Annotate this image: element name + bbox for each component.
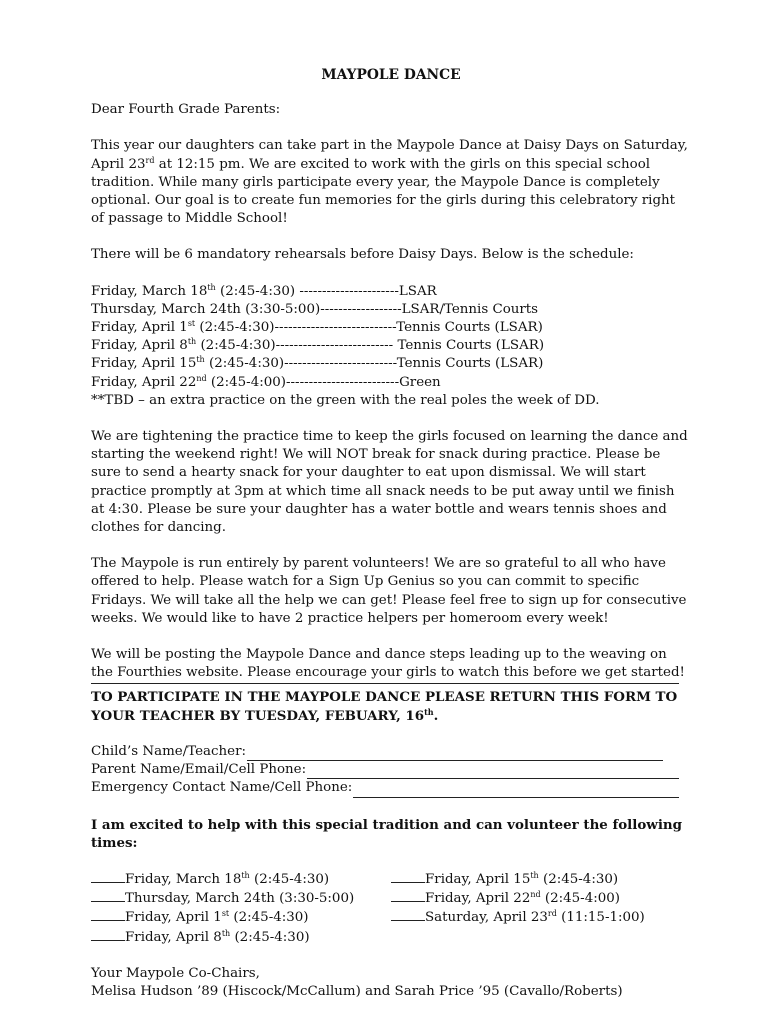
schedule-intro: There will be 6 mandatory rehearsals before Daisy Days. Below is the schedule: [91,247,634,263]
schedule-item-detail: (2:45-4:30)---------------------------Tennis Courts (LSAR) [195,320,543,336]
emergency-contact-line[interactable] [353,783,679,798]
child-name-line[interactable] [247,746,663,761]
schedule-item [91,301,691,319]
volunteer-heading: I am excited to help with this special tradition and can volunteer the following times: [91,816,682,851]
form-heading [91,688,691,724]
practice-paragraph: We are tightening the practice time to keep the girls focused on learning the dance and starting the weekend right! We will NOT break for snack during practice. Please be sure to send a hearty snack for your daughter to eat upon dismissal. We will start practice promptly at 3pm at which time all snack needs to be put away until we finish at 4:30. Please be sure your daughter has a water bottle and wears tennis shoes and clothes for dancing. [91,429,688,536]
signup-blank[interactable] [391,889,425,902]
signup-blank[interactable] [391,870,425,883]
parent-info-label: Parent Name/Email/Cell Phone: [91,762,307,778]
intro-text-1: This year our daughters can take part in the Maypole Dance at Daisy Days on Saturday, April 23 [91,138,688,172]
schedule-item-detail: (2:45-4:30)-------------------------Tennis Courts (LSAR) [204,356,544,372]
volunteers-paragraph: The Maypole is run entirely by parent volunteers! We are so grateful to all who have offered to help. Please watch for a Sign Up Genius so you can commit to specific Fridays. We will take all the help we can get! Please feel free to sign up for consecutive weeks. We would like to have 2 practice helpers per homeroom every week! [91,556,687,626]
schedule-item-text: Thursday, March 24th (3:30-5:00)------------------LSAR/Tennis Courts [91,301,539,317]
divider [91,683,679,684]
schedule-item-text: Friday, April 1 [91,320,188,336]
schedule-item-sup: th [187,337,197,347]
option-time: (2:45-4:30) [249,871,330,887]
letter [91,66,691,1001]
form-heading-end: . [433,707,439,724]
signup-blank[interactable] [91,928,125,941]
option-time: (11:15-1:00) [556,910,645,926]
schedule-item-text: Friday, April 22 [91,374,197,390]
schedule-list [91,283,691,410]
signup-blank[interactable] [91,889,125,902]
schedule-item [91,283,691,301]
volunteer-option[interactable] [91,889,391,908]
option-time: (2:45-4:30) [230,929,310,945]
volunteer-option[interactable] [391,889,691,908]
schedule-item-detail: (2:45-4:30)-------------------------- Tennis Courts (LSAR) [196,338,545,354]
option-text: Friday, April 8 [125,929,222,945]
option-text: Friday, April 22 [425,891,531,907]
website-paragraph: We will be posting the Maypole Dance and dance steps leading up to the weaving on the Fourthies website. Please encourage your girls to watch this before we get started! [91,647,685,681]
volunteer-option[interactable] [91,908,391,927]
schedule-item-sup: th [196,355,205,365]
salutation: Dear Fourth Grade Parents: [91,102,281,118]
intro-sup: rd [145,155,155,165]
closing: Your Maypole Co-Chairs, [91,965,260,981]
option-time: (2:45-4:00) [540,891,620,907]
volunteer-option[interactable] [391,870,691,889]
emergency-contact-field[interactable] [91,779,679,797]
option-text: Friday, April 15 [425,871,531,887]
option-sup: st [221,909,230,919]
schedule-item [91,355,691,373]
parent-info-line[interactable] [307,764,679,779]
schedule-item-text: Friday, April 8 [91,338,188,354]
schedule-item-sup: nd [196,373,207,383]
option-text: Saturday, April 23 [425,910,548,926]
volunteer-times-left [91,870,391,947]
volunteer-option[interactable] [391,908,691,927]
signup-blank[interactable] [91,908,125,921]
schedule-item [91,319,691,337]
schedule-item-text: Friday, April 15 [91,356,197,372]
form-heading-sup: th [424,706,434,717]
signup-blank[interactable] [91,870,125,883]
option-sup: th [241,870,250,880]
option-time: (2:45-4:30) [229,910,309,926]
volunteer-times [91,870,691,947]
parent-info-field[interactable] [91,761,679,779]
schedule-item [91,374,691,392]
child-name-label: Child’s Name/Teacher: [91,743,246,759]
option-sup: th [530,870,539,880]
child-name-field[interactable] [91,743,663,761]
schedule-item-sup: th [207,282,216,292]
schedule-item-sup: st [187,319,196,329]
signup-blank[interactable] [391,908,425,921]
schedule-item [91,337,691,355]
option-text: Friday, April 1 [125,910,222,926]
option-time: (2:45-4:30) [538,871,619,887]
option-sup: th [221,928,231,938]
intro-text-2: at 12:15 pm. We are excited to work with the girls on this special school tradition. While many girls participate every year, the Maypole Dance is completely optional. Our goal is to create fun memories for the girls during this celebratory right of passage to Middle School! [91,156,676,227]
intro-paragraph [91,137,691,228]
option-sup: rd [547,909,557,919]
option-text: Friday, March 18 [125,871,242,887]
tbd-note: **TBD – an extra practice on the green with the real poles the week of DD. [91,392,600,408]
option-sup: nd [530,890,541,900]
volunteer-times-right [391,870,691,947]
signers: Melisa Hudson ’89 (Hiscock/McCallum) and Sarah Price ’95 (Cavallo/Roberts) [91,983,623,999]
option-text: Thursday, March 24th (3:30-5:00) [125,891,355,907]
schedule-item-detail: (2:45-4:30) ----------------------LSAR [215,283,437,299]
emergency-contact-label: Emergency Contact Name/Cell Phone: [91,780,353,796]
volunteer-option[interactable] [91,870,391,889]
schedule-item-text: Friday, March 18 [91,283,208,299]
schedule-item-detail: (2:45-4:00)-------------------------Green [206,374,441,390]
form-heading-text: TO PARTICIPATE IN THE MAYPOLE DANCE PLEASE RETURN THIS FORM TO YOUR TEACHER BY TUESDAY, FEBUARY, 16 [91,689,678,724]
volunteer-option[interactable] [91,928,391,947]
page-title: MAYPOLE DANCE [321,67,461,83]
